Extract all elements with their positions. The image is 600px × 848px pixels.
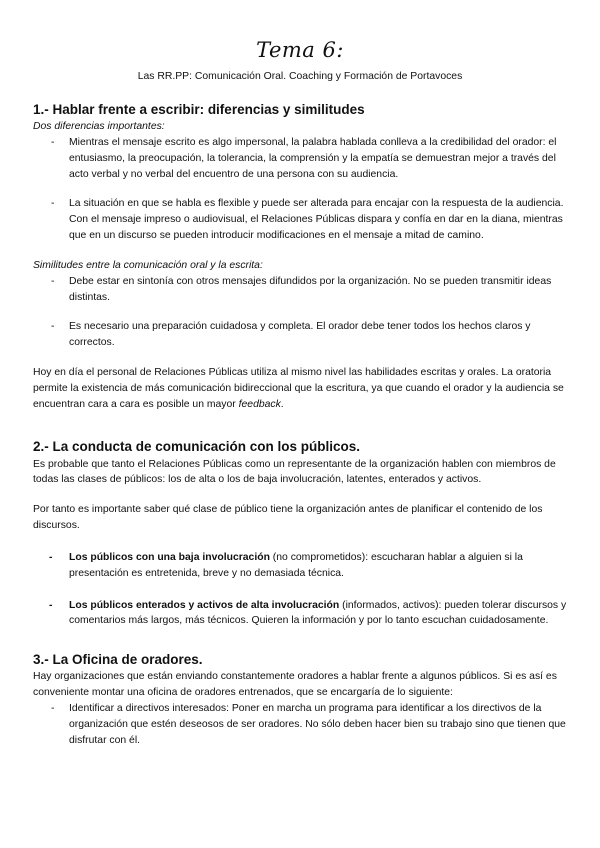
section1-heading: 1.- Hablar frente a escribir: diferencias y similitudes [33,102,365,117]
document-subtitle: Las RR.PP: Comunicación Oral. Coaching y Formación de Portavoces [137,71,463,83]
section-speaking-vs-writing [33,101,567,412]
list-item-text: (informados, activos): pueden tolerar discursos y comentarios más largos, más técnicos. Quieren la información y por lo tanto escuchan cuidadosamente. [69,599,567,627]
section-audience-behavior [33,438,567,629]
list-item-bold: Los públicos enterados y activos de alta involucración [69,599,340,611]
list-item-bold: Los públicos con una baja involucración [69,551,270,563]
document-title: Tema 6: [256,38,344,62]
section3-heading: 3.- La Oficina de oradores. [33,652,203,668]
closing-end: . [280,398,284,410]
section1-closing-paragraph [33,365,567,412]
section2-heading: 2.- La conducta de comunicación con los públicos. [33,439,361,455]
list-item [69,550,567,582]
similarities-list [33,274,567,351]
section-speakers-office [33,651,567,748]
list-item: - Es necesario una preparación cuidadosa y completa. El orador debe tener todos los hechos claros y correctos. [69,319,567,351]
audience-list [33,550,567,629]
section3-paragraph: Hay organizaciones que están enviando constantemente oradores a hablar frente a algunos públicos. Si es así es conveniente montar una oficina de oradores entrenados, que se encargaría de lo siguiente: [33,671,557,699]
closing-text: Hoy en día el personal de Relaciones Públicas utiliza al mismo nivel las habilidades escritas y orales. La oratoria permite la existencia de más comunicación bidireccional que la escritura, ya que cuando el orador y la audiencia se encuentran cara a cara es posible un mayor [33,366,564,410]
similarities-label: Similitudes entre la comunicación oral y la escrita: [33,259,263,271]
list-item: - Debe estar en sintonía con otros mensajes difundidos por la organización. No se pueden transmitir ideas distintas. [69,274,567,306]
feedback-term: feedback [238,398,281,410]
section2-paragraph-1: Es probable que tanto el Relaciones Públicas como un representante de la organización hablen con miembros de todas las clases de públicos: los de alta o los de baja involucración, latentes, enterados y activos. [33,458,556,486]
section2-paragraph-2: Por tanto es importante saber qué clase de público tiene la organización antes de planificar el contenido de los discursos. [33,504,543,532]
list-item: - La situación en que se habla es flexible y puede ser alterada para encajar con la respuesta de la audiencia. Con el mensaje impreso o audiovisual, el Relaciones Públicas dispara y confía en dar en la diana, mientras que en un discurso se pueden introducir modificaciones en el mensaje a mitad de camino. [69,196,567,243]
differences-list [33,135,567,244]
list-item: - Mientras el mensaje escrito es algo impersonal, la palabra hablada conlleva a la credibilidad del orador: el entusiasmo, la preocupación, la tolerancia, la comprensión y la empatía se demuestran mejor a través del acto verbal y no verbal del encuentro de una persona con su audiencia. [69,135,567,182]
list-item [69,598,567,630]
speakers-office-list [33,701,567,748]
list-item: - Identificar a directivos interesados: Poner en marcha un programa para identificar a los directivos de la organización que estén deseosos de ser oradores. No sólo deben hacer bien su trabajo sino que tienen que disfrutar con él. [69,701,567,748]
differences-label: Dos diferencias importantes: [33,121,165,133]
list-item-text: (no comprometidos): escucharan hablar a alguien si la presentación es entretenida, breve y no demasiada técnica. [69,551,523,579]
